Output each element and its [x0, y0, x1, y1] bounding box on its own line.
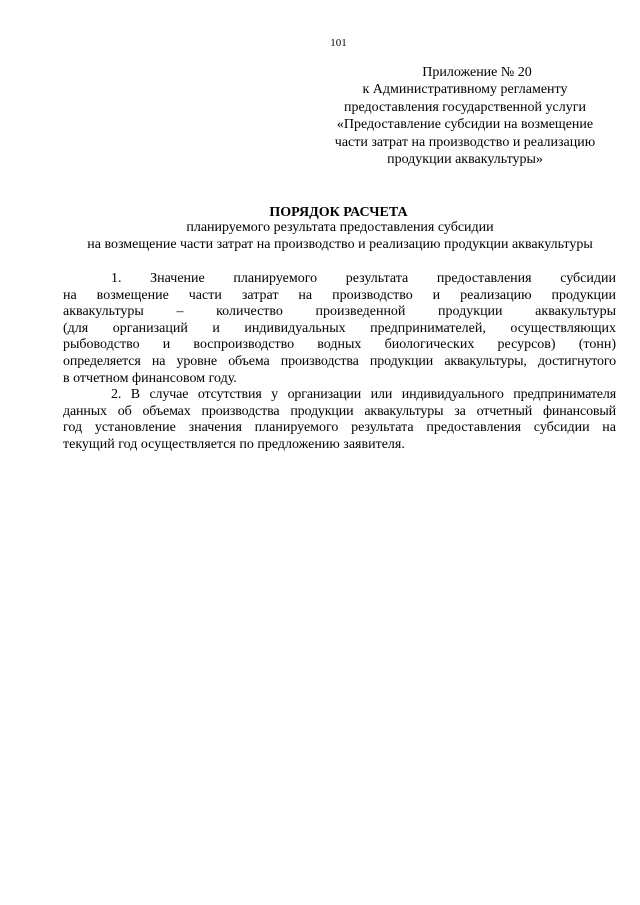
paragraph-line: аквакультуры – количество произведенной продукции аквакультуры — [63, 304, 616, 320]
appendix-line: «Предоставление субсидии на возмещение — [336, 117, 594, 133]
appendix-line: предоставления государственной услуги — [344, 99, 586, 115]
paragraph-line: рыбоводство и воспроизводство водных биологических ресурсов) (тонн) — [63, 337, 616, 353]
document-title: ПОРЯДОК РАСЧЕТА — [269, 205, 408, 220]
document-body — [63, 271, 616, 454]
paragraph-line: 2. В случае отсутствия у организации или индивидуального предпринимателя — [111, 387, 616, 403]
paragraph-line: 1. Значение планируемого результата предоставления субсидии — [111, 271, 616, 286]
appendix-block — [316, 64, 614, 168]
subtitle-line: планируемого результата предоставления субсидии — [186, 220, 494, 235]
paragraph-line: в отчетном финансовом году. — [63, 370, 237, 386]
paragraph-line: на возмещение части затрат на производство и реализацию продукции — [63, 287, 616, 303]
paragraph-line: (для организаций и индивидуальных предпринимателей, осуществляющих — [63, 320, 616, 336]
appendix-line: части затрат на производство и реализацию — [334, 134, 596, 150]
paragraph-1 — [63, 271, 616, 387]
paragraph-line: год установление значения планируемого результата предоставления субсидии на — [63, 420, 616, 436]
appendix-line: Приложение № 20 — [422, 65, 532, 80]
page-number: 101 — [330, 37, 347, 49]
appendix-line: к Административному регламенту — [362, 82, 568, 98]
paragraph-line: текущий год осуществляется по предложению заявителя. — [63, 436, 405, 452]
paragraph-2 — [63, 387, 616, 453]
appendix-line: продукции аквакультуры» — [387, 152, 543, 168]
document-subtitle — [56, 220, 624, 254]
subtitle-line: на возмещение части затрат на производство и реализацию продукции аквакультуры — [87, 236, 593, 252]
paragraph-line: данных об объемах производства продукции аквакультуры за отчетный финансовый — [63, 403, 616, 419]
paragraph-line: определяется на уровне объема производства продукции аквакультуры, достигнутого — [63, 353, 616, 369]
